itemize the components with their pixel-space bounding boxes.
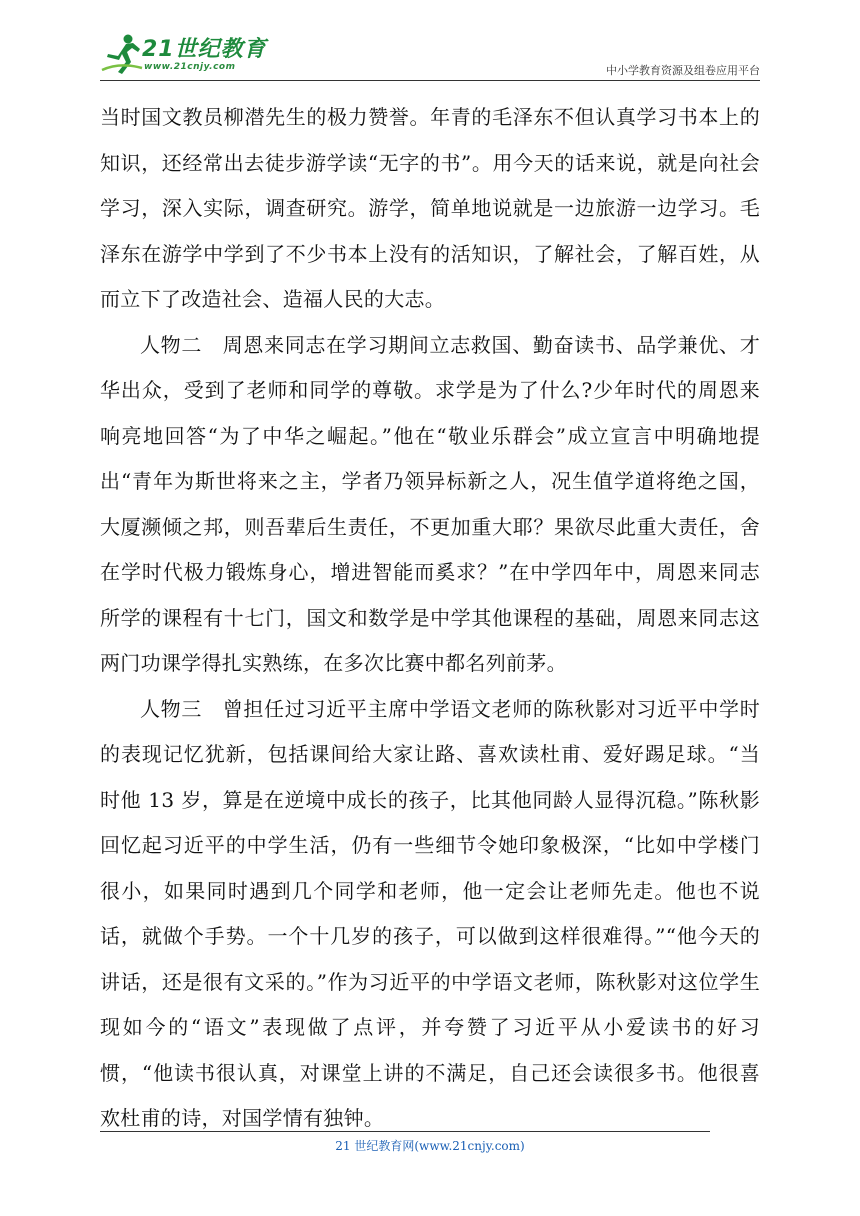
page-footer[interactable]: 21 世纪教育网(www.21cnjy.com) — [335, 1139, 525, 1153]
paragraph-mao: 当时国文教员柳潜先生的极力赞誉。年青的毛泽东不但认真学习书本上的知识，还经常出去徒步游学读“无字的书”。用今天的话来说，就是向社会学习，深入实际，调查研究。游学，简单地说就是一边旅游一边学习。毛泽东在游学中学到了不少书本上没有的活知识，了解社会，了解百姓，从而立下了改造社会、造福人民的大志。 — [100, 105, 760, 311]
paragraph-zhou: 人物二 周恩来同志在学习期间立志救国、勤奋读书、品学兼优、才华出众，受到了老师和同学的尊敬。求学是为了什么?少年时代的周恩来响亮地回答“为了中华之崛起。”他在“敬业乐群会”成立宣言中明确地提出“青年为斯世将来之主，学者乃领异标新之人，况生值学道将绝之国，大厦濒倾之邦，则吾辈后生责任，不更加重大耶？果欲尽此重大责任，舍在学时代极力锻炼身心，增进智能而奚求？”在中学四年中，周恩来同志所学的课程有十七门，国文和数学是中学其他课程的基础，周恩来同志这两门功课学得扎实熟练，在多次比赛中都名列前茅。 — [100, 332, 760, 675]
header-divider — [100, 80, 760, 81]
page-header — [100, 30, 760, 80]
document-body — [100, 95, 760, 1142]
platform-tagline: 中小学教育资源及组卷应用平台 — [606, 64, 760, 77]
logo-url: www.21cnjy.com — [144, 62, 236, 72]
footer-divider — [100, 1131, 710, 1132]
site-logo[interactable] — [100, 32, 270, 78]
logo-wordmark: 21世纪教育 — [142, 37, 267, 62]
running-figure-icon — [100, 32, 144, 76]
paragraph-xi: 人物三 曾担任过习近平主席中学语文老师的陈秋影对习近平中学时的表现记忆犹新，包括课间给大家让路、喜欢读杜甫、爱好踢足球。“当时他 13 岁，算是在逆境中成长的孩子，比其他同龄人显得沉稳。”陈秋影回忆起习近平的中学生活，仍有一些细节令她印象极深，“比如中学楼门很小，如果同时遇到几个同学和老师，他一定会让老师先走。他也不说话，就做个手势。一个十几岁的孩子，可以做到这样很难得。”“他今天的讲话，还是很有文采的。”作为习近平的中学语文老师，陈秋影对这位学生现如今的“语文”表现做了点评，并夸赞了习近平从小爱读书的好习惯，“他读书很认真，对课堂上讲的不满足，自己还会读很多书。他很喜欢杜甫的诗，对国学情有独钟。 — [100, 696, 760, 1130]
